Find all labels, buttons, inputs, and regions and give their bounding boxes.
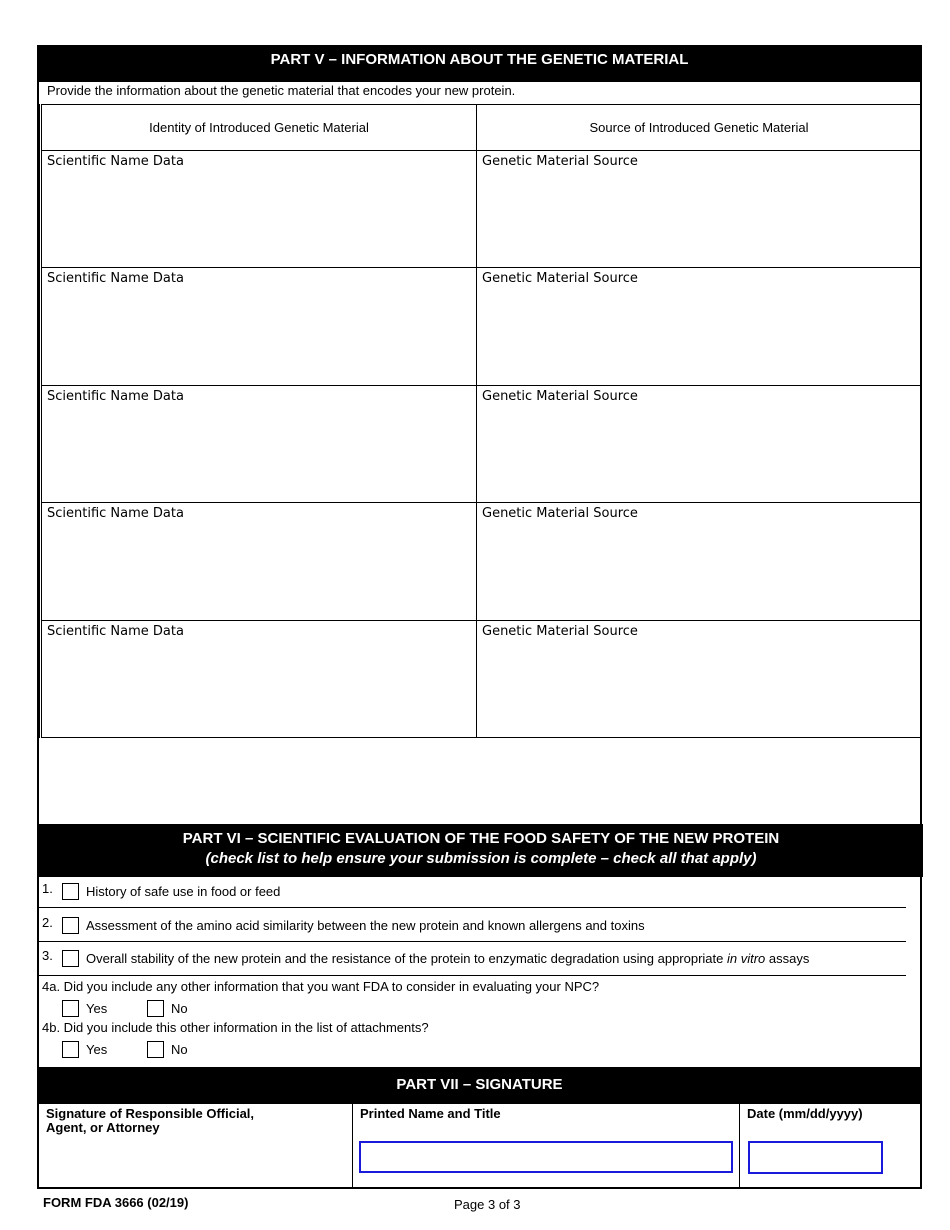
checklist-item-2 bbox=[42, 917, 645, 934]
divider bbox=[39, 941, 906, 942]
table-row bbox=[41, 151, 922, 268]
q4b-yes-checkbox[interactable] bbox=[62, 1041, 79, 1058]
printed-name-label: Printed Name and Title bbox=[360, 1106, 501, 1121]
part-6-subtitle: (check list to help ensure your submission is complete – check all that apply) bbox=[205, 850, 757, 867]
checkbox[interactable] bbox=[62, 950, 79, 967]
item-text: History of safe use in food or feed bbox=[86, 884, 281, 899]
identity-column-header: Identity of Introduced Genetic Material bbox=[41, 105, 477, 151]
item-text: Overall stability of the new protein and the resistance of the protein to enzymatic degradation using appropriate in vitro assays bbox=[86, 951, 810, 966]
checklist-item-3 bbox=[42, 950, 809, 967]
table-row bbox=[41, 503, 922, 620]
source-field[interactable]: Genetic Material Source bbox=[477, 620, 922, 737]
identity-field[interactable]: Scientific Name Data bbox=[41, 620, 477, 737]
q4b-no-option bbox=[147, 1041, 188, 1058]
part-5-intro: Provide the information about the genetic material that encodes your new protein. bbox=[47, 83, 516, 98]
printed-name-input[interactable] bbox=[359, 1141, 733, 1173]
q4a-no-option bbox=[147, 1000, 188, 1017]
item-number: 3. bbox=[42, 948, 53, 963]
yes-label: Yes bbox=[86, 1042, 108, 1057]
table-row bbox=[41, 268, 922, 385]
source-field[interactable]: Genetic Material Source bbox=[477, 268, 922, 385]
q4b-no-checkbox[interactable] bbox=[147, 1041, 164, 1058]
source-field[interactable]: Genetic Material Source bbox=[477, 385, 922, 502]
identity-field[interactable]: Scientific Name Data bbox=[41, 385, 477, 502]
no-label: No bbox=[171, 1001, 188, 1016]
date-label: Date (mm/dd/yyyy) bbox=[747, 1106, 863, 1121]
divider bbox=[39, 975, 906, 976]
part-7-header: PART VII – SIGNATURE bbox=[37, 1067, 922, 1104]
checkbox[interactable] bbox=[62, 917, 79, 934]
question-4b: 4b. Did you include this other information in the list of attachments? bbox=[42, 1020, 429, 1035]
item-number: 2. bbox=[42, 915, 53, 930]
table-row bbox=[41, 385, 922, 502]
page-number: Page 3 of 3 bbox=[454, 1197, 521, 1212]
genetic-material-table bbox=[39, 104, 922, 738]
checkbox[interactable] bbox=[62, 883, 79, 900]
signature-cell[interactable] bbox=[39, 1104, 352, 1187]
source-field[interactable]: Genetic Material Source bbox=[477, 503, 922, 620]
signature-row bbox=[39, 1104, 920, 1187]
checklist-item-1 bbox=[42, 883, 280, 900]
date-cell bbox=[739, 1104, 920, 1187]
divider bbox=[39, 907, 906, 908]
no-label: No bbox=[171, 1042, 188, 1057]
q4a-yes-checkbox[interactable] bbox=[62, 1000, 79, 1017]
part-6-header bbox=[39, 824, 923, 877]
source-column-header: Source of Introduced Genetic Material bbox=[477, 105, 922, 151]
question-4a: 4a. Did you include any other information that you want FDA to consider in evaluating your NPC? bbox=[42, 979, 600, 994]
part-6-title: PART VI – SCIENTIFIC EVALUATION OF THE FOOD SAFETY OF THE NEW PROTEIN bbox=[182, 830, 780, 847]
part-5-header: PART V – INFORMATION ABOUT THE GENETIC MATERIAL bbox=[37, 45, 922, 82]
table-row bbox=[41, 620, 922, 737]
item-text: Assessment of the amino acid similarity between the new protein and known allergens and toxins bbox=[86, 918, 645, 933]
yes-label: Yes bbox=[86, 1001, 108, 1016]
q4a-no-checkbox[interactable] bbox=[147, 1000, 164, 1017]
identity-field[interactable]: Scientific Name Data bbox=[41, 151, 477, 268]
signature-label-line-2: Agent, or Attorney bbox=[46, 1120, 160, 1135]
item-number: 1. bbox=[42, 881, 53, 896]
signature-label-line-1: Signature of Responsible Official, bbox=[46, 1106, 255, 1121]
identity-field[interactable]: Scientific Name Data bbox=[41, 503, 477, 620]
form-id: FORM FDA 3666 (02/19) bbox=[43, 1195, 189, 1210]
printed-name-cell bbox=[352, 1104, 739, 1187]
q4b-yes-option bbox=[62, 1041, 107, 1058]
q4a-yes-option bbox=[62, 1000, 107, 1017]
identity-field[interactable]: Scientific Name Data bbox=[41, 268, 477, 385]
source-field[interactable]: Genetic Material Source bbox=[477, 151, 922, 268]
date-input[interactable] bbox=[748, 1141, 883, 1174]
